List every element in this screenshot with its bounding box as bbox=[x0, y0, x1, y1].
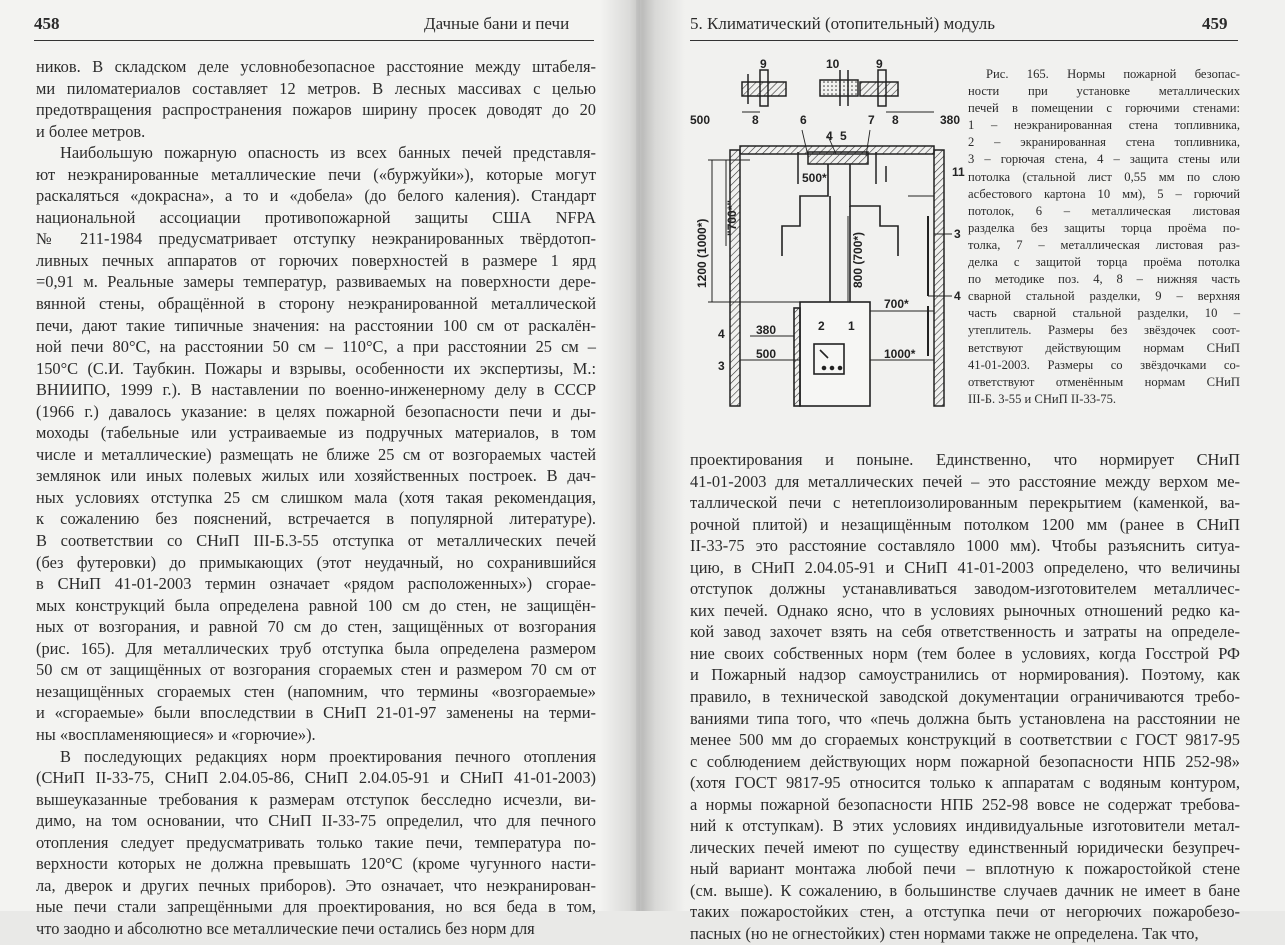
text-line: (рис. 165). Для металлических труб отступка была определена размером bbox=[36, 638, 596, 658]
right-body-text bbox=[690, 449, 1240, 945]
caption-line: делка с защитой торца проёма потолка bbox=[968, 255, 1240, 270]
label-800-700: 800 (700*) bbox=[851, 231, 865, 288]
figure-165-stove-clearances bbox=[690, 56, 970, 408]
text-line: 41-01-2003 для металлических печей – это расстояние между верхом ме- bbox=[690, 471, 1240, 491]
text-line: ливных печных аппаратов от горючих поверхностей в размере 1 ярд bbox=[36, 250, 596, 270]
text-line: мых конструкций была определена равной 100 см до стен, не защищён- bbox=[36, 595, 596, 615]
caption-line: разделка без защиты торца проёма по- bbox=[968, 220, 1240, 235]
right-page-number: 459 bbox=[1202, 14, 1228, 33]
caption-line: ветствуют действующим нормам СНиП bbox=[968, 340, 1240, 355]
left-page bbox=[0, 0, 636, 938]
text-line: В последующих редакциях норм проектирования печного отопления bbox=[60, 746, 596, 766]
label-7: 7 bbox=[868, 113, 875, 127]
label-1200-1000: 1200 (1000*) bbox=[695, 218, 709, 288]
caption-line: потолка (стальной лист 0,55 мм по слою bbox=[968, 169, 1240, 184]
label-3-upper: 3 bbox=[954, 227, 961, 241]
ceiling-detail-middle bbox=[820, 70, 858, 106]
text-line: ний к отступкам). В этих условиях индивидуальные изготовители метал- bbox=[690, 816, 1240, 836]
caption-line: утеплитель. Размеры без звёздочек соот- bbox=[968, 323, 1240, 338]
text-line: вянной стены, обращённой в сторону неэкранированной металлической bbox=[36, 294, 596, 314]
caption-line: ответствуют отменённым нормам СНиП bbox=[968, 374, 1240, 389]
caption-line: асбестового картона 10 мм), 5 – горючий bbox=[968, 186, 1240, 201]
text-line: к сожалению без пояснений, встречается в популярной литературе). bbox=[36, 509, 596, 529]
text-line: предотвращения распространения пожаров ширину просек доводят до 20 bbox=[36, 100, 596, 120]
caption-line: ности при установке металлических bbox=[968, 84, 1240, 99]
caption-line: Рис. 165. Нормы пожарной безопас- bbox=[986, 67, 1240, 81]
text-line: ют неэкранированные металлические печи («буржуйки»), которые могут bbox=[36, 164, 596, 184]
text-line: ный вариант монтажа любой печи – вплотную к пожаростойкой стене bbox=[690, 859, 1240, 879]
left-header-rule bbox=[34, 40, 594, 41]
text-line: ла, дверок и других печных приборов). Это означает, что неэкранирован- bbox=[36, 875, 596, 895]
text-line: и Пожарный надзор самоустранились от нормирования). Поэтому, как bbox=[690, 665, 1240, 685]
label-2: 2 bbox=[818, 319, 825, 333]
text-line: (1966 г.) давалось указание: в целях пожарной безопасности печи и ды- bbox=[36, 401, 596, 421]
text-line: верхности которых не должна превышать 120°С (кроме чугунного насти- bbox=[36, 854, 596, 874]
label-500-top: 500 bbox=[690, 113, 711, 127]
label-380: 380 bbox=[756, 323, 777, 337]
caption-line: по методике поз. 4, 8 – нижняя часть bbox=[968, 272, 1240, 287]
label-5: 5 bbox=[840, 129, 847, 143]
text-line: правило, в технической заводской документации ограничиваются требо- bbox=[690, 687, 1240, 707]
text-line: ми пиломатериалов составляет 12 метров. В лесных массивах с целью bbox=[36, 78, 596, 98]
label-9-left: 9 bbox=[760, 57, 767, 71]
text-line: в СНиП 41-01-2003 термин означает «рядом расположенных») сгорае- bbox=[36, 574, 596, 594]
caption-line: 41-01-2003. Размеры со звёздочками со- bbox=[968, 357, 1240, 372]
text-line: отступок должны устанавливаться заводом-изготовителем металличес- bbox=[690, 579, 1240, 599]
right-header-rule bbox=[690, 40, 1238, 41]
right-wall bbox=[928, 150, 944, 406]
label-380-top: 380 bbox=[940, 113, 961, 127]
text-line: ВНИИПО, 1999 г.). В наставлении по военно-инженерному делу в СССР bbox=[36, 380, 596, 400]
text-line: ны «воспламеняющиеся» и «горючие»). bbox=[36, 724, 316, 744]
caption-line: часть сварной стальной разделки, 10 – bbox=[968, 306, 1240, 321]
text-line: (хотя ГОСТ 9817-95 относится только к аппаратам с водяным контуром, bbox=[690, 773, 1240, 793]
left-running-head: Дачные бани и печи bbox=[424, 14, 570, 33]
label-700-star-vertical: "700*" bbox=[725, 199, 739, 236]
text-line: ние своих собственных норм (тем более в условиях, когда Госстрой РФ bbox=[690, 643, 1240, 663]
text-line: что заодно и абсолютно все металлические печи остались без норм для bbox=[36, 918, 535, 938]
caption-line: 1 – неэкранированная стена топливника, bbox=[968, 118, 1240, 133]
label-4-top: 4 bbox=[826, 129, 833, 143]
text-line: (СНиП II-33-75, СНиП 2.04.05-86, СНиП 2.04.05-91 и СНиП 41-01-2003) bbox=[36, 768, 596, 788]
ceiling-detail-right bbox=[860, 70, 898, 106]
text-line: ные печи стали запрещёнными для проектирования, но вся беда в том, bbox=[36, 897, 596, 917]
text-line: (без футеровки) до примыкающих (этот неудачный, но сохранившийся bbox=[36, 552, 596, 572]
label-3-lower: 3 bbox=[718, 359, 725, 373]
right-running-head: 5. Климатический (отопительный) модуль bbox=[690, 14, 995, 33]
label-1000-star: 1000* bbox=[884, 347, 916, 361]
text-line: и более метров. bbox=[36, 121, 146, 141]
text-line: вышеуказанные требования к размерам отступок бесследно исчезли, ви- bbox=[36, 789, 596, 809]
ceiling-detail-left bbox=[742, 70, 786, 106]
label-700-star: 700* bbox=[884, 297, 909, 311]
text-line: национальной ассоциации противопожарной защиты США NFPA bbox=[36, 207, 596, 227]
caption-line: III-Б. 3-55 и СНиП II-33-75. bbox=[968, 391, 1117, 406]
text-line: цию, в СНиП 2.04.05-91 и СНиП 41-01-2003 определено, что величины bbox=[690, 557, 1240, 577]
text-line: пасных (но не огнестойких) стен нормами также не определена. Так что, bbox=[690, 924, 1199, 944]
text-line: (см. выше). К сожалению, в большинстве случаев дачник не имеет в бане bbox=[690, 880, 1240, 900]
text-line: таллической печи с нетеплоизолированным перекрытием (каменкой, ва- bbox=[690, 493, 1240, 513]
text-line: а нормы пожарной безопасности НПБ 252-98 вовсе не содержат требова- bbox=[690, 794, 1240, 814]
text-line: 50 см от защищённых от возгорания сгораемых стен и размером 70 см от bbox=[36, 660, 596, 680]
text-line: раскаляться «докрасна», а то и «добела» (до белого каления). Стандарт bbox=[36, 186, 596, 206]
text-line: отопления следует предусматривать только такие печи, температура по- bbox=[36, 832, 596, 852]
text-line: В соответствии со СНиП III-Б.3-55 отступка от металлических печей bbox=[36, 531, 596, 551]
label-10: 10 bbox=[826, 57, 840, 71]
text-line: кой завод захочет взять на себя ответственность и затраты на определе- bbox=[690, 622, 1240, 642]
ceiling bbox=[740, 146, 934, 184]
left-wall bbox=[730, 150, 740, 406]
text-line: № 211-1984 предусматривает отступку неэкранированных твёрдотоп- bbox=[36, 229, 596, 249]
left-body-text bbox=[36, 56, 596, 939]
text-line: ных условиях отступка 25 см слишком мала (хотя такая рекомендация, bbox=[36, 487, 596, 507]
caption-line: потолок, 6 – металлическая листовая bbox=[968, 203, 1240, 218]
text-line: лических печей имеют по существу единственный юридически безупреч- bbox=[690, 837, 1240, 857]
text-line: ников. В складском деле условнобезопасное расстояние между штабеля- bbox=[36, 57, 596, 76]
label-4-right: 4 bbox=[954, 289, 961, 303]
text-line: димо, на том основании, что СНиП II-33-75 определил, что для печного bbox=[36, 811, 596, 831]
text-line: проектирования и поныне. Единственно, что нормирует СНиП bbox=[690, 450, 1240, 469]
caption-line: 3 – горючая стена, 4 – защита стены или bbox=[968, 152, 1240, 167]
text-line: =0,91 м. Реальные замеры температур, развиваемых на поверхности дере- bbox=[36, 272, 596, 292]
caption-line: сварной стальной разделки, 9 – верхняя bbox=[968, 289, 1240, 304]
left-page-number: 458 bbox=[34, 14, 60, 33]
label-9-right: 9 bbox=[876, 57, 883, 71]
text-line: землянок или иных полевых жилых или хозяйственных построек. В дач- bbox=[36, 466, 596, 486]
stove bbox=[794, 302, 870, 406]
text-line: 150°С (С.И. Таубкин. Пожары и взрывы, особенности их экспертизы, М.: bbox=[36, 358, 596, 378]
text-line: II-33-75 это расстояние составляло 1000 мм). Чтобы разъяснить ситуа- bbox=[690, 536, 1240, 556]
label-11: 11 bbox=[952, 165, 965, 179]
label-4-left: 4 bbox=[718, 327, 725, 341]
caption-line: печей в помещении с горючими стенами: bbox=[968, 101, 1240, 116]
text-line: с соблюдением действующих норм пожарной безопасности НПБ 252-98» bbox=[690, 751, 1240, 771]
text-line: менее 500 мм до сгораемых конструкций в соответствии с ГОСТ 9817-95 bbox=[690, 730, 1240, 750]
text-line: ных от возгорания, и равной 70 см до стен, защищённых от возгорания bbox=[36, 617, 596, 637]
text-line: моходы (табельные или устраиваемые из подручных материалов, в том bbox=[36, 423, 596, 443]
label-6: 6 bbox=[800, 113, 807, 127]
label-500-star: 500* bbox=[802, 171, 827, 185]
caption-line: 2 – экранированная стена топливника, bbox=[968, 135, 1240, 150]
text-line: ной печи 80°С, на расстоянии 50 см – 110°С, а при расстоянии 25 см – bbox=[36, 337, 596, 357]
text-line: Наибольшую пожарную опасность из всех банных печей представля- bbox=[60, 143, 596, 163]
text-line: числе и металлические) размещать не ближе 25 см от возгораемых частей bbox=[36, 444, 596, 464]
label-8-left: 8 bbox=[752, 113, 759, 127]
label-500: 500 bbox=[756, 347, 777, 361]
caption-line: толка, 7 – металлическая листовая раз- bbox=[968, 237, 1240, 252]
text-line: ваниями типа того, что «печь должна быть установлена на расстоянии не bbox=[690, 708, 1240, 728]
text-line: печи, дают такие типичные значения: на расстоянии 100 см от раскалён- bbox=[36, 315, 596, 335]
text-line: рочной плитой) и незащищённым потолком 1200 мм (ранее в СНиП bbox=[690, 514, 1240, 534]
text-line: незащищённых сгораемых стен (напомним, что термины «возгораемые» bbox=[36, 681, 596, 701]
text-line: ких печей. Однако ясно, что в условиях рыночных отношений редко ка- bbox=[690, 600, 1240, 620]
label-8-right: 8 bbox=[892, 113, 899, 127]
label-1: 1 bbox=[848, 319, 855, 333]
chimney-pipes bbox=[782, 164, 898, 302]
text-line: и «сгораемые» были впоследствии в СНиП 21-01-97 заменены на терми- bbox=[36, 703, 596, 723]
figure-165-caption bbox=[968, 66, 1240, 408]
text-line: таких пожаростойких стен, а отступка печи от негорючих пожаробезо- bbox=[690, 902, 1240, 922]
